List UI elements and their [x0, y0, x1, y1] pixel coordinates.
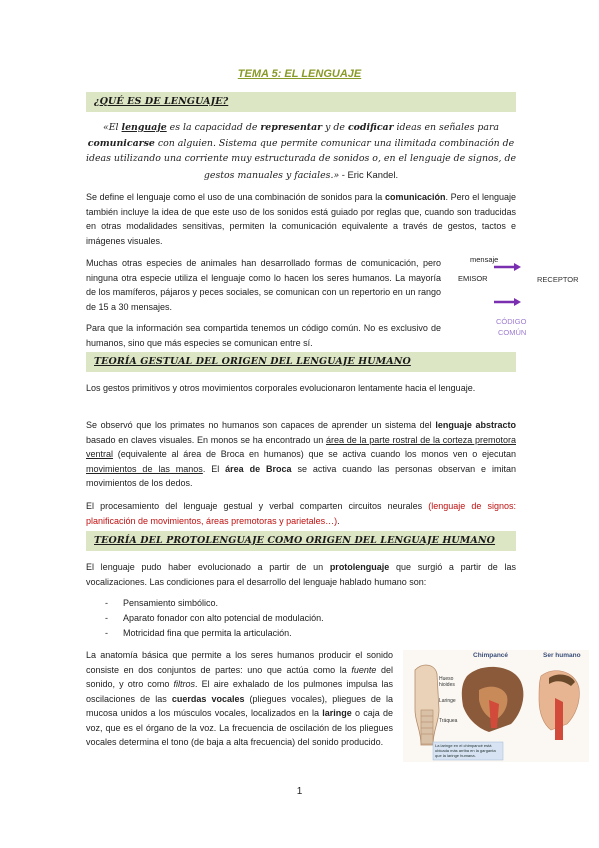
figure-label-hueso: Hueso — [439, 676, 454, 682]
page-number: 1 — [296, 786, 303, 797]
kandel-quote: «El lenguaje es la capacidad de representar y de codificar ideas en señales para comunicarse con alguien. Sistema que permite comunicar una ilimitada combinación de ideas utilizando una corriente muy estructurada de sonidos o, en el lenguaje de signos, de gestos manuales y faciales.» - Eric Kandel. — [86, 122, 516, 181]
diagram-label-comun: COMÚN — [498, 328, 527, 337]
paragraph-definition: Se define el lenguaje como el uso de una combinación de sonidos para la comunicación. Pero el lenguaje también incluye la idea de que este uso de los sonidos está guiado por reglas que, cuando son traducidas en otras modalidades sensitivas, permiten la comunicación equivalente a través de gestos, tactos e imágenes visuales. — [86, 192, 516, 246]
larynx-comparison-figure — [403, 650, 589, 762]
paragraph-species: Muchas otras especies de animales han desarrollado formas de comunicación, pero ninguna otra especie utiliza el lenguaje como lo hacen los seres humanos. La mayoría de los mamíferos, pájaros y peces sociales, se comunican con un repertorio en un rango de 15 a 30 mensajes. — [86, 258, 441, 312]
quote-author: - Eric Kandel. — [339, 168, 399, 180]
diagram-label-emisor: EMISOR — [458, 274, 488, 283]
section-heading-protolenguaje: TEORÍA DEL PROTOLENGUAJE COMO ORIGEN DEL LENGUAJE HUMANO — [86, 531, 516, 551]
figure-label-hioides: hioides — [439, 682, 455, 688]
paragraph-gestural-verbal: El procesamiento del lenguaje gestual y verbal comparten circuitos neurales (lenguaje de signos: planificación de movimientos, áreas premotoras y parietales…). — [86, 501, 517, 526]
arrow-message-head — [514, 263, 521, 271]
list-item: - Aparato fonador con alto potencial de modulación. — [105, 611, 324, 626]
figure-caption: La laringe en el chimpancé está ubicada más arriba en la garganta que la laringe humana. — [435, 743, 496, 758]
list-item: - Motricidad fina que permita la articulación. — [105, 626, 324, 641]
figure-label-chimp: Chimpancé — [473, 652, 509, 659]
paragraph-anatomy: La anatomía básica que permite a los seres humanos producir el sonido consiste en dos conjuntos de partes: uno que actúa como la fuente del sonido, y otro como filtros. El aire exhalado de los pulmones impulsa las oscilaciones de las cuerdas vocales (pliegues vocales), pliegues de la mucosa unidos a los músculos vocales, localizados en la laringe o caja de voz, que es el órgano de la voz. La frecuencia de oscilación de los pliegues vocales determina el tono (de baja a alta frecuencia) del sonido producido. — [86, 650, 394, 747]
list-item: - Pensamiento simbólico. — [105, 596, 324, 611]
section-heading-teoria-gestual: TEORÍA GESTUAL DEL ORIGEN DEL LENGUAJE HUMANO — [86, 352, 516, 372]
figure-label-laringe: Laringe — [439, 698, 456, 704]
figure-label-human: Ser humano — [543, 652, 581, 659]
paragraph-primates: Se observó que los primates no humanos son capaces de aprender un sistema del lenguaje abstracto basado en claves visuales. En monos se ha encontrado un área de la parte rostral de la corteza premotora ventral (equivalente al área de Broca en humanos) que se activa cuando los monos ven o ejecutan movimientos de las manos. El área de Broca se activa cuando las personas observan e imitan movimientos de los dedos. — [86, 420, 516, 488]
section-heading-que-es: ¿QUÉ ES DE LENGUAJE? — [86, 92, 516, 112]
paragraph-common-code: Para que la información sea compartida tenemos un código común. No es exclusivo de humanos, sino que más especies se comunican entre sí. — [86, 323, 441, 348]
arrow-code-head — [514, 298, 521, 306]
paragraph-protolanguage: El lenguaje pudo haber evolucionado a partir de un protolenguaje que surgió a partir de las vocalizaciones. Las condiciones para el desarrollo del lenguaje hablado humano son: — [86, 562, 516, 587]
page-title: TEMA 5: EL LENGUAJE — [237, 68, 362, 80]
diagram-label-receptor: RECEPTOR — [537, 275, 579, 284]
figure-label-traquea: Tráquea — [439, 718, 458, 724]
paragraph-gestures: Los gestos primitivos y otros movimientos corporales evolucionaron lentamente hacia el lenguaje. — [86, 383, 476, 393]
communication-diagram — [452, 253, 587, 343]
diagram-label-codigo: CÓDIGO — [496, 317, 527, 326]
conditions-list — [105, 596, 324, 641]
diagram-label-mensaje: mensaje — [470, 255, 499, 264]
